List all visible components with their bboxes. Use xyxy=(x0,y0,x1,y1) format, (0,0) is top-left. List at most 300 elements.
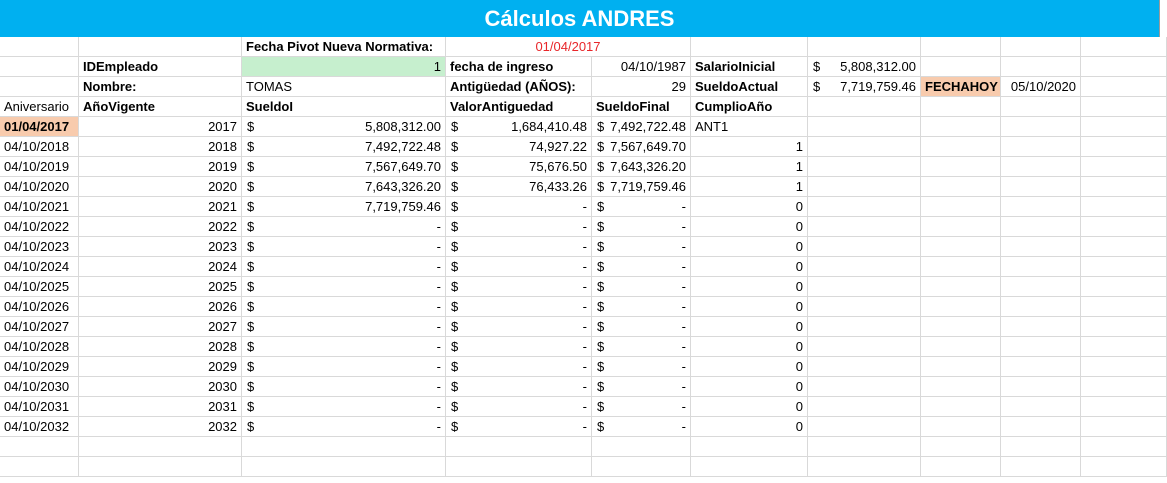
empty-cell[interactable] xyxy=(808,137,921,157)
currency-symbol: $ xyxy=(451,339,459,354)
amount: - xyxy=(582,339,587,354)
aniversario-cell[interactable]: 04/10/2030 xyxy=(0,377,79,397)
column-header[interactable]: SueldoFinal xyxy=(592,97,691,117)
empty-cell[interactable] xyxy=(1001,57,1081,77)
currency-symbol: $ xyxy=(597,159,605,174)
empty-cell[interactable] xyxy=(691,37,808,57)
empty-cell[interactable] xyxy=(921,217,1001,237)
amount: 7,643,326.20 xyxy=(610,159,686,174)
amount: - xyxy=(681,259,686,274)
fecha-ingreso-label[interactable]: fecha de ingreso xyxy=(446,57,592,77)
sueldo-final-cell[interactable] xyxy=(592,197,691,217)
aniversario-cell[interactable]: 04/10/2021 xyxy=(0,197,79,217)
sheet-title: Cálculos ANDRES xyxy=(0,0,1160,37)
cumplio-anio-cell[interactable]: 0 xyxy=(691,377,808,397)
amount: - xyxy=(681,199,686,214)
valor-antiguedad-cell[interactable] xyxy=(446,197,592,217)
empty-cell[interactable] xyxy=(691,457,808,477)
anio-vigente-cell[interactable]: 2021 xyxy=(79,197,242,217)
empty-cell[interactable] xyxy=(808,417,921,437)
empty-cell[interactable] xyxy=(808,117,921,137)
nombre-label[interactable]: Nombre: xyxy=(79,77,242,97)
empty-cell[interactable] xyxy=(1001,457,1081,477)
empty-cell[interactable] xyxy=(808,197,921,217)
empty-cell[interactable] xyxy=(921,457,1001,477)
cumplio-anio-cell[interactable]: 0 xyxy=(691,337,808,357)
currency-symbol: $ xyxy=(451,199,459,214)
sueldo-cell[interactable] xyxy=(242,257,446,277)
empty-cell[interactable] xyxy=(1081,97,1167,117)
amount: - xyxy=(436,299,441,314)
empty-cell[interactable] xyxy=(921,357,1001,377)
sueldo-cell[interactable] xyxy=(242,157,446,177)
empty-cell[interactable] xyxy=(1081,37,1167,57)
empty-cell[interactable] xyxy=(1001,197,1081,217)
sueldo-cell[interactable] xyxy=(242,357,446,377)
empty-cell[interactable] xyxy=(1081,137,1167,157)
sueldo-final-cell[interactable] xyxy=(592,357,691,377)
currency-symbol: $ xyxy=(451,119,459,134)
empty-cell[interactable] xyxy=(1001,317,1081,337)
currency-symbol: $ xyxy=(247,319,255,334)
pivot-date-value[interactable]: 01/04/2017 xyxy=(446,37,691,57)
empty-cell[interactable] xyxy=(808,157,921,177)
valor-antiguedad-cell[interactable] xyxy=(446,237,592,257)
amount: - xyxy=(681,219,686,234)
sueldo-cell[interactable] xyxy=(242,137,446,157)
empty-cell[interactable] xyxy=(921,397,1001,417)
amount: - xyxy=(582,379,587,394)
empty-cell[interactable] xyxy=(1001,357,1081,377)
amount: - xyxy=(582,419,587,434)
nombre-value[interactable]: TOMAS xyxy=(242,77,446,97)
currency-symbol: $ xyxy=(451,179,459,194)
aniversario-cell[interactable]: 04/10/2027 xyxy=(0,317,79,337)
valor-antiguedad-cell[interactable] xyxy=(446,357,592,377)
aniversario-cell[interactable]: 04/10/2026 xyxy=(0,297,79,317)
aniversario-cell[interactable]: 04/10/2018 xyxy=(0,137,79,157)
empty-cell[interactable] xyxy=(79,37,242,57)
empty-cell[interactable] xyxy=(921,37,1001,57)
valor-antiguedad-cell[interactable] xyxy=(446,117,592,137)
salario-inicial-label[interactable]: SalarioInicial xyxy=(691,57,808,77)
sueldo-final-cell[interactable] xyxy=(592,137,691,157)
anio-vigente-cell[interactable]: 2024 xyxy=(79,257,242,277)
empty-cell[interactable] xyxy=(921,297,1001,317)
column-header[interactable]: ValorAntiguedad xyxy=(446,97,592,117)
valor-antiguedad-cell[interactable] xyxy=(446,377,592,397)
currency-symbol: $ xyxy=(597,199,605,214)
sueldo-cell[interactable] xyxy=(242,197,446,217)
empty-cell[interactable] xyxy=(1081,317,1167,337)
column-header[interactable]: Aniversario xyxy=(0,97,79,117)
valor-antiguedad-cell[interactable] xyxy=(446,417,592,437)
amount: - xyxy=(436,319,441,334)
currency-symbol: $ xyxy=(451,219,459,234)
empty-cell[interactable] xyxy=(1081,257,1167,277)
column-header[interactable]: AñoVigente xyxy=(79,97,242,117)
empty-cell[interactable] xyxy=(808,97,921,117)
currency-symbol: $ xyxy=(247,219,255,234)
sueldo-cell[interactable] xyxy=(242,297,446,317)
cumplio-anio-cell[interactable]: 0 xyxy=(691,357,808,377)
empty-cell[interactable] xyxy=(921,197,1001,217)
empty-cell[interactable] xyxy=(446,437,592,457)
currency-symbol: $ xyxy=(451,379,459,394)
currency-symbol: $ xyxy=(597,339,605,354)
empty-cell[interactable] xyxy=(808,337,921,357)
amount: - xyxy=(582,359,587,374)
empty-cell[interactable] xyxy=(808,257,921,277)
aniversario-cell[interactable]: 04/10/2019 xyxy=(0,157,79,177)
anio-vigente-cell[interactable]: 2029 xyxy=(79,357,242,377)
sueldo-cell[interactable] xyxy=(242,337,446,357)
currency-symbol: $ xyxy=(247,199,255,214)
sueldo-final-cell[interactable] xyxy=(592,177,691,197)
empty-cell[interactable] xyxy=(1001,257,1081,277)
currency-symbol: $ xyxy=(247,419,255,434)
aniversario-cell[interactable]: 04/10/2024 xyxy=(0,257,79,277)
sueldo-cell[interactable] xyxy=(242,117,446,137)
currency-symbol: $ xyxy=(597,299,605,314)
amount: - xyxy=(582,399,587,414)
amount: - xyxy=(681,319,686,334)
empty-cell[interactable] xyxy=(0,77,79,97)
cumplio-anio-cell[interactable]: 0 xyxy=(691,217,808,237)
amount: - xyxy=(582,259,587,274)
sueldo-final-cell[interactable] xyxy=(592,217,691,237)
empty-cell[interactable] xyxy=(808,357,921,377)
antiguedad-label[interactable]: Antigüedad (AÑOS): xyxy=(446,77,592,97)
empty-cell[interactable] xyxy=(808,177,921,197)
currency-symbol: $ xyxy=(451,419,459,434)
empty-cell[interactable] xyxy=(808,377,921,397)
currency-symbol: $ xyxy=(451,259,459,274)
currency-symbol: $ xyxy=(597,179,605,194)
sueldo-cell[interactable] xyxy=(242,377,446,397)
aniversario-cell[interactable]: 04/10/2028 xyxy=(0,337,79,357)
currency-symbol: $ xyxy=(247,379,255,394)
currency-symbol: $ xyxy=(451,299,459,314)
amount: - xyxy=(436,419,441,434)
amount: - xyxy=(681,379,686,394)
empty-cell[interactable] xyxy=(1001,177,1081,197)
currency-symbol: $ xyxy=(247,159,255,174)
currency-symbol: $ xyxy=(247,299,255,314)
amount: 7,719,759.46 xyxy=(610,179,686,194)
empty-cell[interactable] xyxy=(592,457,691,477)
empty-cell[interactable] xyxy=(808,437,921,457)
empty-cell[interactable] xyxy=(1081,297,1167,317)
empty-cell[interactable] xyxy=(1081,397,1167,417)
empty-cell[interactable] xyxy=(921,57,1001,77)
amount: - xyxy=(436,339,441,354)
anio-vigente-cell[interactable]: 2020 xyxy=(79,177,242,197)
empty-cell[interactable] xyxy=(1081,457,1167,477)
empty-cell[interactable] xyxy=(1081,217,1167,237)
pivot-date-label[interactable]: Fecha Pivot Nueva Normativa: xyxy=(242,37,446,57)
sueldo-cell[interactable] xyxy=(242,397,446,417)
valor-antiguedad-cell[interactable] xyxy=(446,257,592,277)
empty-cell[interactable] xyxy=(921,377,1001,397)
amount: 75,676.50 xyxy=(529,159,587,174)
aniversario-cell[interactable]: 04/10/2032 xyxy=(0,417,79,437)
amount: - xyxy=(436,379,441,394)
anio-vigente-cell[interactable]: 2026 xyxy=(79,297,242,317)
sueldo-final-cell[interactable] xyxy=(592,257,691,277)
amount: - xyxy=(582,299,587,314)
empty-cell[interactable] xyxy=(592,437,691,457)
cumplio-anio-cell[interactable]: ANT1 xyxy=(691,117,808,137)
currency-symbol: $ xyxy=(451,359,459,374)
sueldo-cell[interactable] xyxy=(242,237,446,257)
currency-symbol: $ xyxy=(247,399,255,414)
valor-antiguedad-cell[interactable] xyxy=(446,157,592,177)
sueldo-final-cell[interactable] xyxy=(592,157,691,177)
currency-symbol: $ xyxy=(597,279,605,294)
empty-cell[interactable] xyxy=(808,317,921,337)
cumplio-anio-cell[interactable]: 0 xyxy=(691,297,808,317)
empty-cell[interactable] xyxy=(921,117,1001,137)
antiguedad-value[interactable]: 29 xyxy=(592,77,691,97)
anio-vigente-cell[interactable]: 2031 xyxy=(79,397,242,417)
aniversario-cell[interactable]: 04/10/2023 xyxy=(0,237,79,257)
empty-cell[interactable] xyxy=(921,157,1001,177)
sueldo-cell[interactable] xyxy=(242,277,446,297)
currency-symbol: $ xyxy=(247,139,255,154)
amount: 7,567,649.70 xyxy=(610,139,686,154)
empty-cell[interactable] xyxy=(1081,437,1167,457)
currency-symbol: $ xyxy=(597,219,605,234)
valor-antiguedad-cell[interactable] xyxy=(446,397,592,417)
empty-cell[interactable] xyxy=(1001,97,1081,117)
empty-cell[interactable] xyxy=(921,317,1001,337)
empty-cell[interactable] xyxy=(1001,277,1081,297)
currency-symbol: $ xyxy=(451,159,459,174)
sueldo-cell[interactable] xyxy=(242,177,446,197)
amount: - xyxy=(436,239,441,254)
cumplio-anio-cell[interactable]: 0 xyxy=(691,237,808,257)
empty-cell[interactable] xyxy=(691,437,808,457)
sueldo-final-cell[interactable] xyxy=(592,377,691,397)
amount: - xyxy=(681,359,686,374)
amount: - xyxy=(582,319,587,334)
empty-cell[interactable] xyxy=(1081,277,1167,297)
amount: 74,927.22 xyxy=(529,139,587,154)
empty-cell[interactable] xyxy=(1001,157,1081,177)
anio-vigente-cell[interactable]: 2028 xyxy=(79,337,242,357)
valor-antiguedad-cell[interactable] xyxy=(446,297,592,317)
empty-cell[interactable] xyxy=(1001,37,1081,57)
id-empleado-label[interactable]: IDEmpleado xyxy=(79,57,242,77)
empty-cell[interactable] xyxy=(1001,377,1081,397)
amount: 7,643,326.20 xyxy=(365,179,441,194)
empty-cell[interactable] xyxy=(808,397,921,417)
salario-inicial-value[interactable] xyxy=(808,57,921,77)
anio-vigente-cell[interactable]: 2018 xyxy=(79,137,242,157)
empty-cell[interactable] xyxy=(1081,57,1167,77)
empty-cell[interactable] xyxy=(1081,357,1167,377)
cumplio-anio-cell[interactable]: 0 xyxy=(691,417,808,437)
empty-cell[interactable] xyxy=(0,57,79,77)
empty-cell[interactable] xyxy=(921,97,1001,117)
empty-cell[interactable] xyxy=(1001,297,1081,317)
amount: - xyxy=(681,399,686,414)
anio-vigente-cell[interactable]: 2025 xyxy=(79,277,242,297)
anio-vigente-cell[interactable]: 2023 xyxy=(79,237,242,257)
empty-cell[interactable] xyxy=(808,237,921,257)
currency-symbol: $ xyxy=(451,239,459,254)
anio-vigente-cell[interactable]: 2032 xyxy=(79,417,242,437)
cumplio-anio-cell[interactable]: 0 xyxy=(691,197,808,217)
empty-cell[interactable] xyxy=(921,417,1001,437)
empty-cell[interactable] xyxy=(0,437,79,457)
empty-cell[interactable] xyxy=(1081,197,1167,217)
amount: 7,492,722.48 xyxy=(365,139,441,154)
cumplio-anio-cell[interactable]: 0 xyxy=(691,317,808,337)
sueldo-final-cell[interactable] xyxy=(592,237,691,257)
empty-cell[interactable] xyxy=(921,337,1001,357)
currency-symbol: $ xyxy=(597,359,605,374)
amount: 76,433.26 xyxy=(529,179,587,194)
empty-cell[interactable] xyxy=(921,277,1001,297)
sueldo-final-cell[interactable] xyxy=(592,397,691,417)
fechahoy-label[interactable]: FECHAHOY xyxy=(921,77,1001,97)
amount: 5,808,312.00 xyxy=(840,59,916,74)
fecha-ingreso-value[interactable]: 04/10/1987 xyxy=(592,57,691,77)
aniversario-cell[interactable]: 04/10/2020 xyxy=(0,177,79,197)
currency-symbol: $ xyxy=(247,339,255,354)
valor-antiguedad-cell[interactable] xyxy=(446,277,592,297)
empty-cell[interactable] xyxy=(921,137,1001,157)
sueldo-final-cell[interactable] xyxy=(592,277,691,297)
empty-cell[interactable] xyxy=(808,277,921,297)
valor-antiguedad-cell[interactable] xyxy=(446,177,592,197)
sueldo-final-cell[interactable] xyxy=(592,417,691,437)
empty-cell[interactable] xyxy=(79,457,242,477)
amount: - xyxy=(681,279,686,294)
aniversario-cell[interactable]: 04/10/2025 xyxy=(0,277,79,297)
sueldo-final-cell[interactable] xyxy=(592,117,691,137)
aniversario-cell[interactable]: 01/04/2017 xyxy=(0,117,79,137)
empty-cell[interactable] xyxy=(921,437,1001,457)
anio-vigente-cell[interactable]: 2019 xyxy=(79,157,242,177)
amount: - xyxy=(681,239,686,254)
empty-cell[interactable] xyxy=(0,37,79,57)
valor-antiguedad-cell[interactable] xyxy=(446,217,592,237)
anio-vigente-cell[interactable]: 2017 xyxy=(79,117,242,137)
currency-symbol: $ xyxy=(247,259,255,274)
aniversario-cell[interactable]: 04/10/2031 xyxy=(0,397,79,417)
empty-cell[interactable] xyxy=(1081,377,1167,397)
currency-symbol: $ xyxy=(813,79,821,94)
cumplio-anio-cell[interactable]: 1 xyxy=(691,157,808,177)
empty-cell[interactable] xyxy=(808,217,921,237)
empty-cell[interactable] xyxy=(1001,397,1081,417)
valor-antiguedad-cell[interactable] xyxy=(446,337,592,357)
amount: - xyxy=(582,199,587,214)
empty-cell[interactable] xyxy=(446,457,592,477)
amount: 5,808,312.00 xyxy=(365,119,441,134)
cumplio-anio-cell[interactable]: 0 xyxy=(691,257,808,277)
currency-symbol: $ xyxy=(247,279,255,294)
amount: - xyxy=(436,219,441,234)
aniversario-cell[interactable]: 04/10/2022 xyxy=(0,217,79,237)
empty-cell[interactable] xyxy=(808,457,921,477)
amount: - xyxy=(582,279,587,294)
anio-vigente-cell[interactable]: 2022 xyxy=(79,217,242,237)
column-header[interactable]: SueldoI xyxy=(242,97,446,117)
empty-cell[interactable] xyxy=(1081,77,1167,97)
amount: - xyxy=(681,419,686,434)
empty-cell[interactable] xyxy=(242,457,446,477)
cumplio-anio-cell[interactable]: 1 xyxy=(691,177,808,197)
column-header[interactable]: CumplioAño xyxy=(691,97,808,117)
currency-symbol: $ xyxy=(247,359,255,374)
sueldo-cell[interactable] xyxy=(242,417,446,437)
cumplio-anio-cell[interactable]: 1 xyxy=(691,137,808,157)
cumplio-anio-cell[interactable]: 0 xyxy=(691,397,808,417)
fechahoy-value[interactable]: 05/10/2020 xyxy=(1001,77,1081,97)
amount: - xyxy=(582,219,587,234)
empty-cell[interactable] xyxy=(1001,137,1081,157)
empty-cell[interactable] xyxy=(921,257,1001,277)
empty-cell[interactable] xyxy=(242,437,446,457)
currency-symbol: $ xyxy=(597,399,605,414)
currency-symbol: $ xyxy=(597,259,605,274)
empty-cell[interactable] xyxy=(1081,237,1167,257)
empty-cell[interactable] xyxy=(921,237,1001,257)
empty-cell[interactable] xyxy=(79,437,242,457)
empty-cell[interactable] xyxy=(1081,337,1167,357)
id-empleado-value[interactable]: 1 xyxy=(242,57,446,77)
currency-symbol: $ xyxy=(247,119,255,134)
empty-cell[interactable] xyxy=(1081,177,1167,197)
anio-vigente-cell[interactable]: 2027 xyxy=(79,317,242,337)
empty-cell[interactable] xyxy=(1001,237,1081,257)
spreadsheet-grid xyxy=(0,37,1167,483)
empty-cell[interactable] xyxy=(1001,217,1081,237)
empty-cell[interactable] xyxy=(1001,337,1081,357)
empty-cell[interactable] xyxy=(921,177,1001,197)
empty-cell[interactable] xyxy=(808,37,921,57)
empty-cell[interactable] xyxy=(0,457,79,477)
sueldo-actual-label[interactable]: SueldoActual xyxy=(691,77,808,97)
sueldo-final-cell[interactable] xyxy=(592,337,691,357)
amount: - xyxy=(436,279,441,294)
cumplio-anio-cell[interactable]: 0 xyxy=(691,277,808,297)
empty-cell[interactable] xyxy=(1001,417,1081,437)
amount: - xyxy=(436,399,441,414)
empty-cell[interactable] xyxy=(1001,437,1081,457)
sueldo-final-cell[interactable] xyxy=(592,297,691,317)
sueldo-actual-value[interactable] xyxy=(808,77,921,97)
empty-cell[interactable] xyxy=(1081,117,1167,137)
valor-antiguedad-cell[interactable] xyxy=(446,317,592,337)
empty-cell[interactable] xyxy=(1081,417,1167,437)
empty-cell[interactable] xyxy=(1081,157,1167,177)
sueldo-final-cell[interactable] xyxy=(592,317,691,337)
empty-cell[interactable] xyxy=(808,297,921,317)
sueldo-cell[interactable] xyxy=(242,317,446,337)
amount: - xyxy=(582,239,587,254)
valor-antiguedad-cell[interactable] xyxy=(446,137,592,157)
sueldo-cell[interactable] xyxy=(242,217,446,237)
aniversario-cell[interactable]: 04/10/2029 xyxy=(0,357,79,377)
anio-vigente-cell[interactable]: 2030 xyxy=(79,377,242,397)
empty-cell[interactable] xyxy=(1001,117,1081,137)
amount: - xyxy=(681,339,686,354)
